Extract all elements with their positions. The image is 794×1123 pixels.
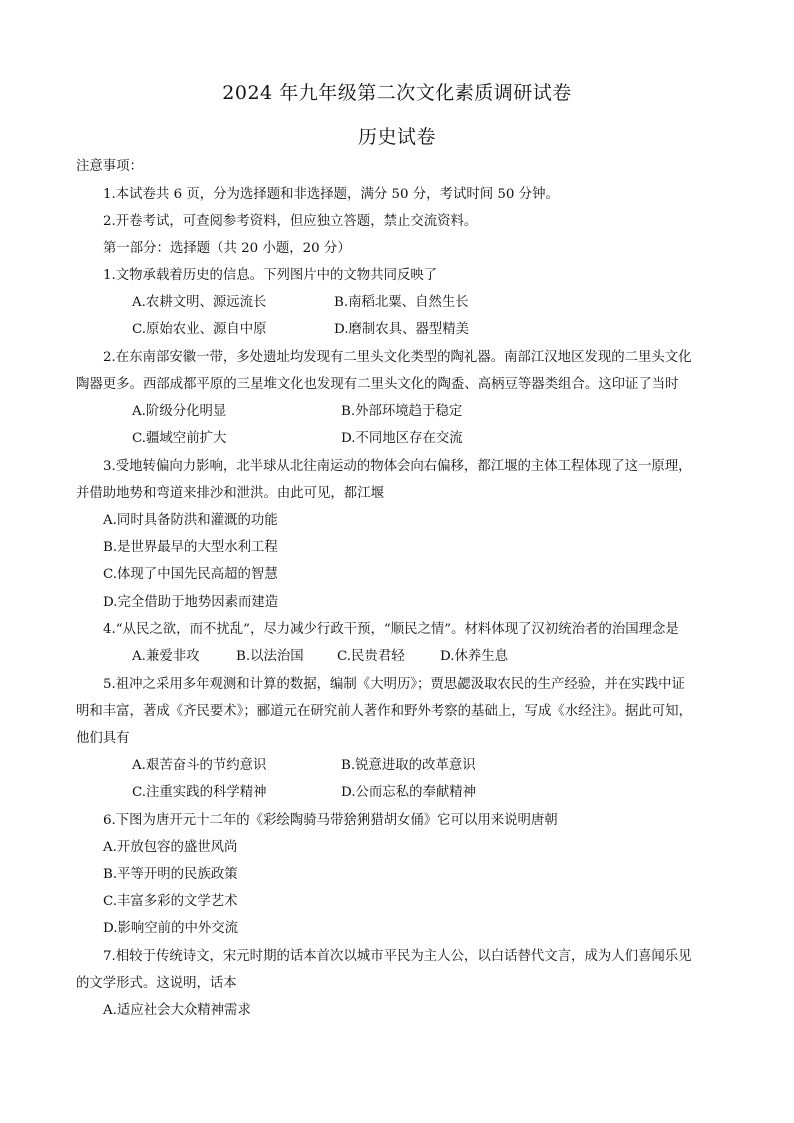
option-d: D.完全借助于地势因素而建造	[103, 595, 279, 610]
exam-title: 2024 年九年级第二次文化素质调研试卷	[222, 82, 572, 104]
option-a: A.农耕文明、源远流长	[132, 295, 267, 310]
option-a: A.适应社会大众精神需求	[103, 1003, 251, 1018]
option-d: D.公而忘私的奉献精神	[341, 785, 477, 800]
notice-item: 1.本试卷共 6 页，分为选择题和非选择题，满分 50 分，考试时间 50 分钟。	[103, 187, 559, 202]
notice-heading: 注意事项：	[76, 159, 143, 174]
option-b: B.外部环境趋于稳定	[341, 404, 463, 419]
option-d: D.影响空前的中外交流	[103, 921, 239, 936]
option-d: D.休养生息	[440, 649, 509, 664]
question-stem: 6.下图为唐开元十二年的《彩绘陶骑马带猞猁猎胡女俑》它可以用来说明唐朝	[103, 813, 558, 828]
option-a: A.阶级分化明显	[132, 404, 227, 419]
question-stem: 7.相较于传统诗文，宋元时期的话本首次以城市平民为主人公，以白话替代文言，成为人们喜闻乐见	[103, 949, 692, 964]
question-stem: 并借助地势和弯道来排沙和泄洪。由此可见，都江堰	[76, 486, 384, 501]
option-b: B.以法治国	[236, 649, 304, 664]
option-c: C.原始农业、源自中原	[132, 322, 267, 337]
option-c: C.民贵君轻	[337, 649, 405, 664]
option-b: B.锐意进取的改革意识	[341, 758, 476, 773]
option-a: A.艰苦奋斗的节约意识	[132, 758, 267, 773]
option-b: B.是世界最早的大型水利工程	[103, 540, 278, 555]
option-c: C.体现了中国先民高超的智慧	[103, 567, 278, 582]
question-stem: 3.受地转偏向力影响，北半球从北往南运动的物体会向右偏移，都江堰的主体工程体现了这一原理，	[103, 459, 692, 474]
section-heading: 第一部分：选择题（共 20 小题，20 分）	[103, 241, 351, 256]
option-b: B.平等开明的民族政策	[103, 867, 238, 882]
question-stem: 2.在东南部安徽一带，多处遗址均发现有二里头文化类型的陶礼器。南部江汉地区发现的二里头文化	[103, 350, 692, 365]
question-stem: 的文学形式。这说明，话本	[76, 976, 237, 991]
option-c: C.疆域空前扩大	[132, 431, 227, 446]
option-c: C.注重实践的科学精神	[132, 785, 267, 800]
notice-item: 2.开卷考试，可查阅参考资料，但应独立答题，禁止交流资料。	[103, 214, 478, 229]
option-b: B.南稻北粟、自然生长	[334, 295, 469, 310]
question-stem: 明和丰富，著成《齐民要术》；郦道元在研究前人著作和野外考察的基础上，写成《水经注》。据此可知，	[76, 704, 692, 719]
option-d: D.不同地区存在交流	[341, 431, 463, 446]
option-a: A.兼爱非攻	[132, 649, 200, 664]
option-a: A.同时具备防洪和灌溉的功能	[103, 513, 278, 528]
subject-title: 历史试卷	[357, 126, 436, 148]
option-d: D.磨制农具、器型精美	[334, 322, 470, 337]
question-stem: 4.“从民之欲，而不扰乱”，尽力减少行政干预，“顺民之情”。材料体现了汉初统治者的治国理念是	[103, 622, 679, 637]
question-stem: 陶器更多。西部成都平原的三星堆文化也发现有二里头文化的陶盉、高柄豆等器类组合。这印证了当时	[76, 377, 679, 392]
question-stem: 他们具有	[76, 731, 130, 746]
option-c: C.丰富多彩的文学艺术	[103, 894, 238, 909]
question-stem: 1.文物承载着历史的信息。下列图片中的文物共同反映了	[103, 268, 438, 283]
option-a: A.开放包容的盛世风尚	[103, 840, 238, 855]
question-stem: 5.祖冲之采用多年观测和计算的数据，编制《大明历》；贾思勰汲取农民的生产经验，并在实践中证	[103, 677, 685, 692]
